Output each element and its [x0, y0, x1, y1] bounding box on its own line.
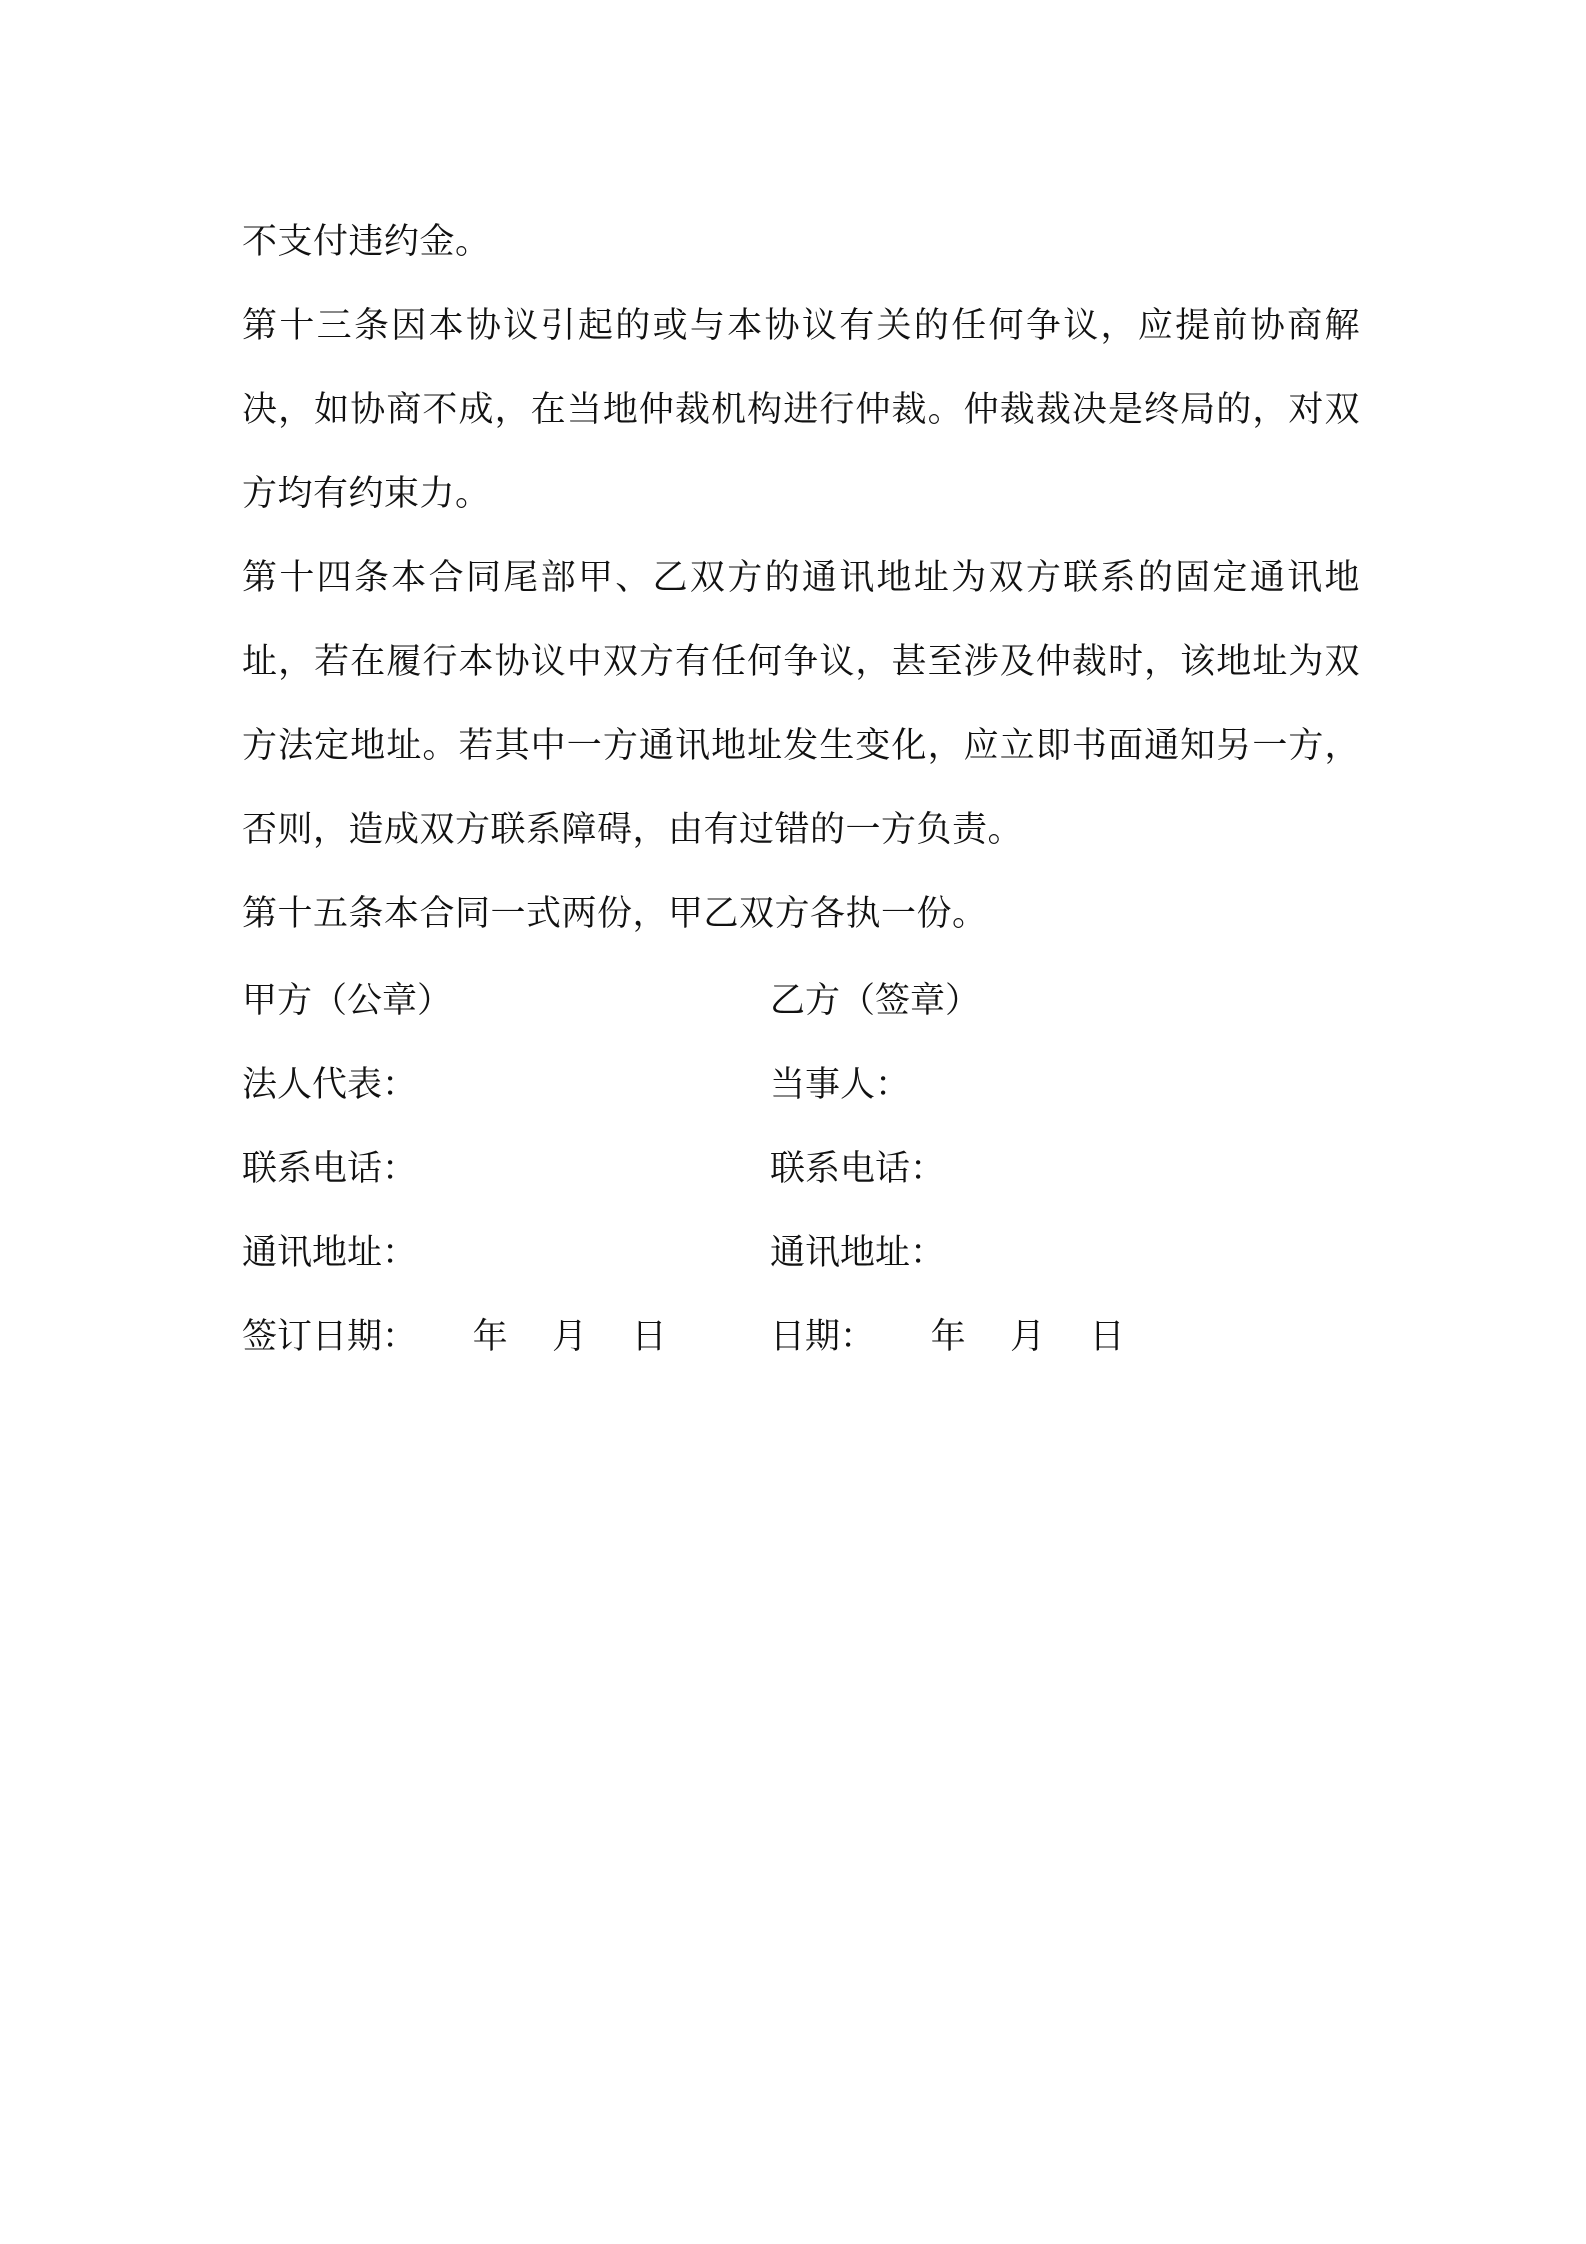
party-a-address-label: 通讯地址： — [242, 1233, 418, 1273]
party-b-address-label: 通讯地址： — [770, 1233, 946, 1273]
party-a-phone-label: 联系电话： — [242, 1149, 418, 1189]
signature-row-address — [242, 1208, 1360, 1292]
party-a-representative-label: 法人代表： — [242, 1065, 418, 1105]
signature-row-date — [242, 1292, 1360, 1376]
party-b-phone-label: 联系电话： — [770, 1149, 946, 1189]
signature-block — [242, 956, 1360, 1376]
clause-14: 第十四条本合同尾部甲、乙双方的通讯地址为双方联系的固定通讯地址，若在履行本协议中双方有任何争议，甚至涉及仲裁时，该地址为双方法定地址。若其中一方通讯地址发生变化，应立即书面通知另一方，否则，造成双方联系障碍，由有过错的一方负责。 — [242, 558, 1360, 850]
signature-row-phone — [242, 1124, 1360, 1208]
party-b-representative-label: 当事人： — [770, 1065, 911, 1105]
clause-13: 第十三条因本协议引起的或与本协议有关的任何争议，应提前协商解决，如协商不成，在当地仲裁机构进行仲裁。仲裁裁决是终局的，对双方均有约束力。 — [242, 306, 1360, 514]
party-a-date-label: 签订日期： 年 月 日 — [242, 1317, 667, 1357]
party-b-date-label: 日期： 年 月 日 — [770, 1317, 1125, 1357]
signature-row-title — [242, 956, 1360, 1040]
paragraph-continuation: 不支付违约金。 — [242, 222, 491, 262]
party-a-title: 甲方（公章） — [242, 981, 453, 1021]
party-b-title: 乙方（签章） — [770, 981, 981, 1021]
clause-15: 第十五条本合同一式两份，甲乙双方各执一份。 — [242, 894, 988, 934]
document-body — [242, 200, 1360, 1376]
signature-row-representative — [242, 1040, 1360, 1124]
